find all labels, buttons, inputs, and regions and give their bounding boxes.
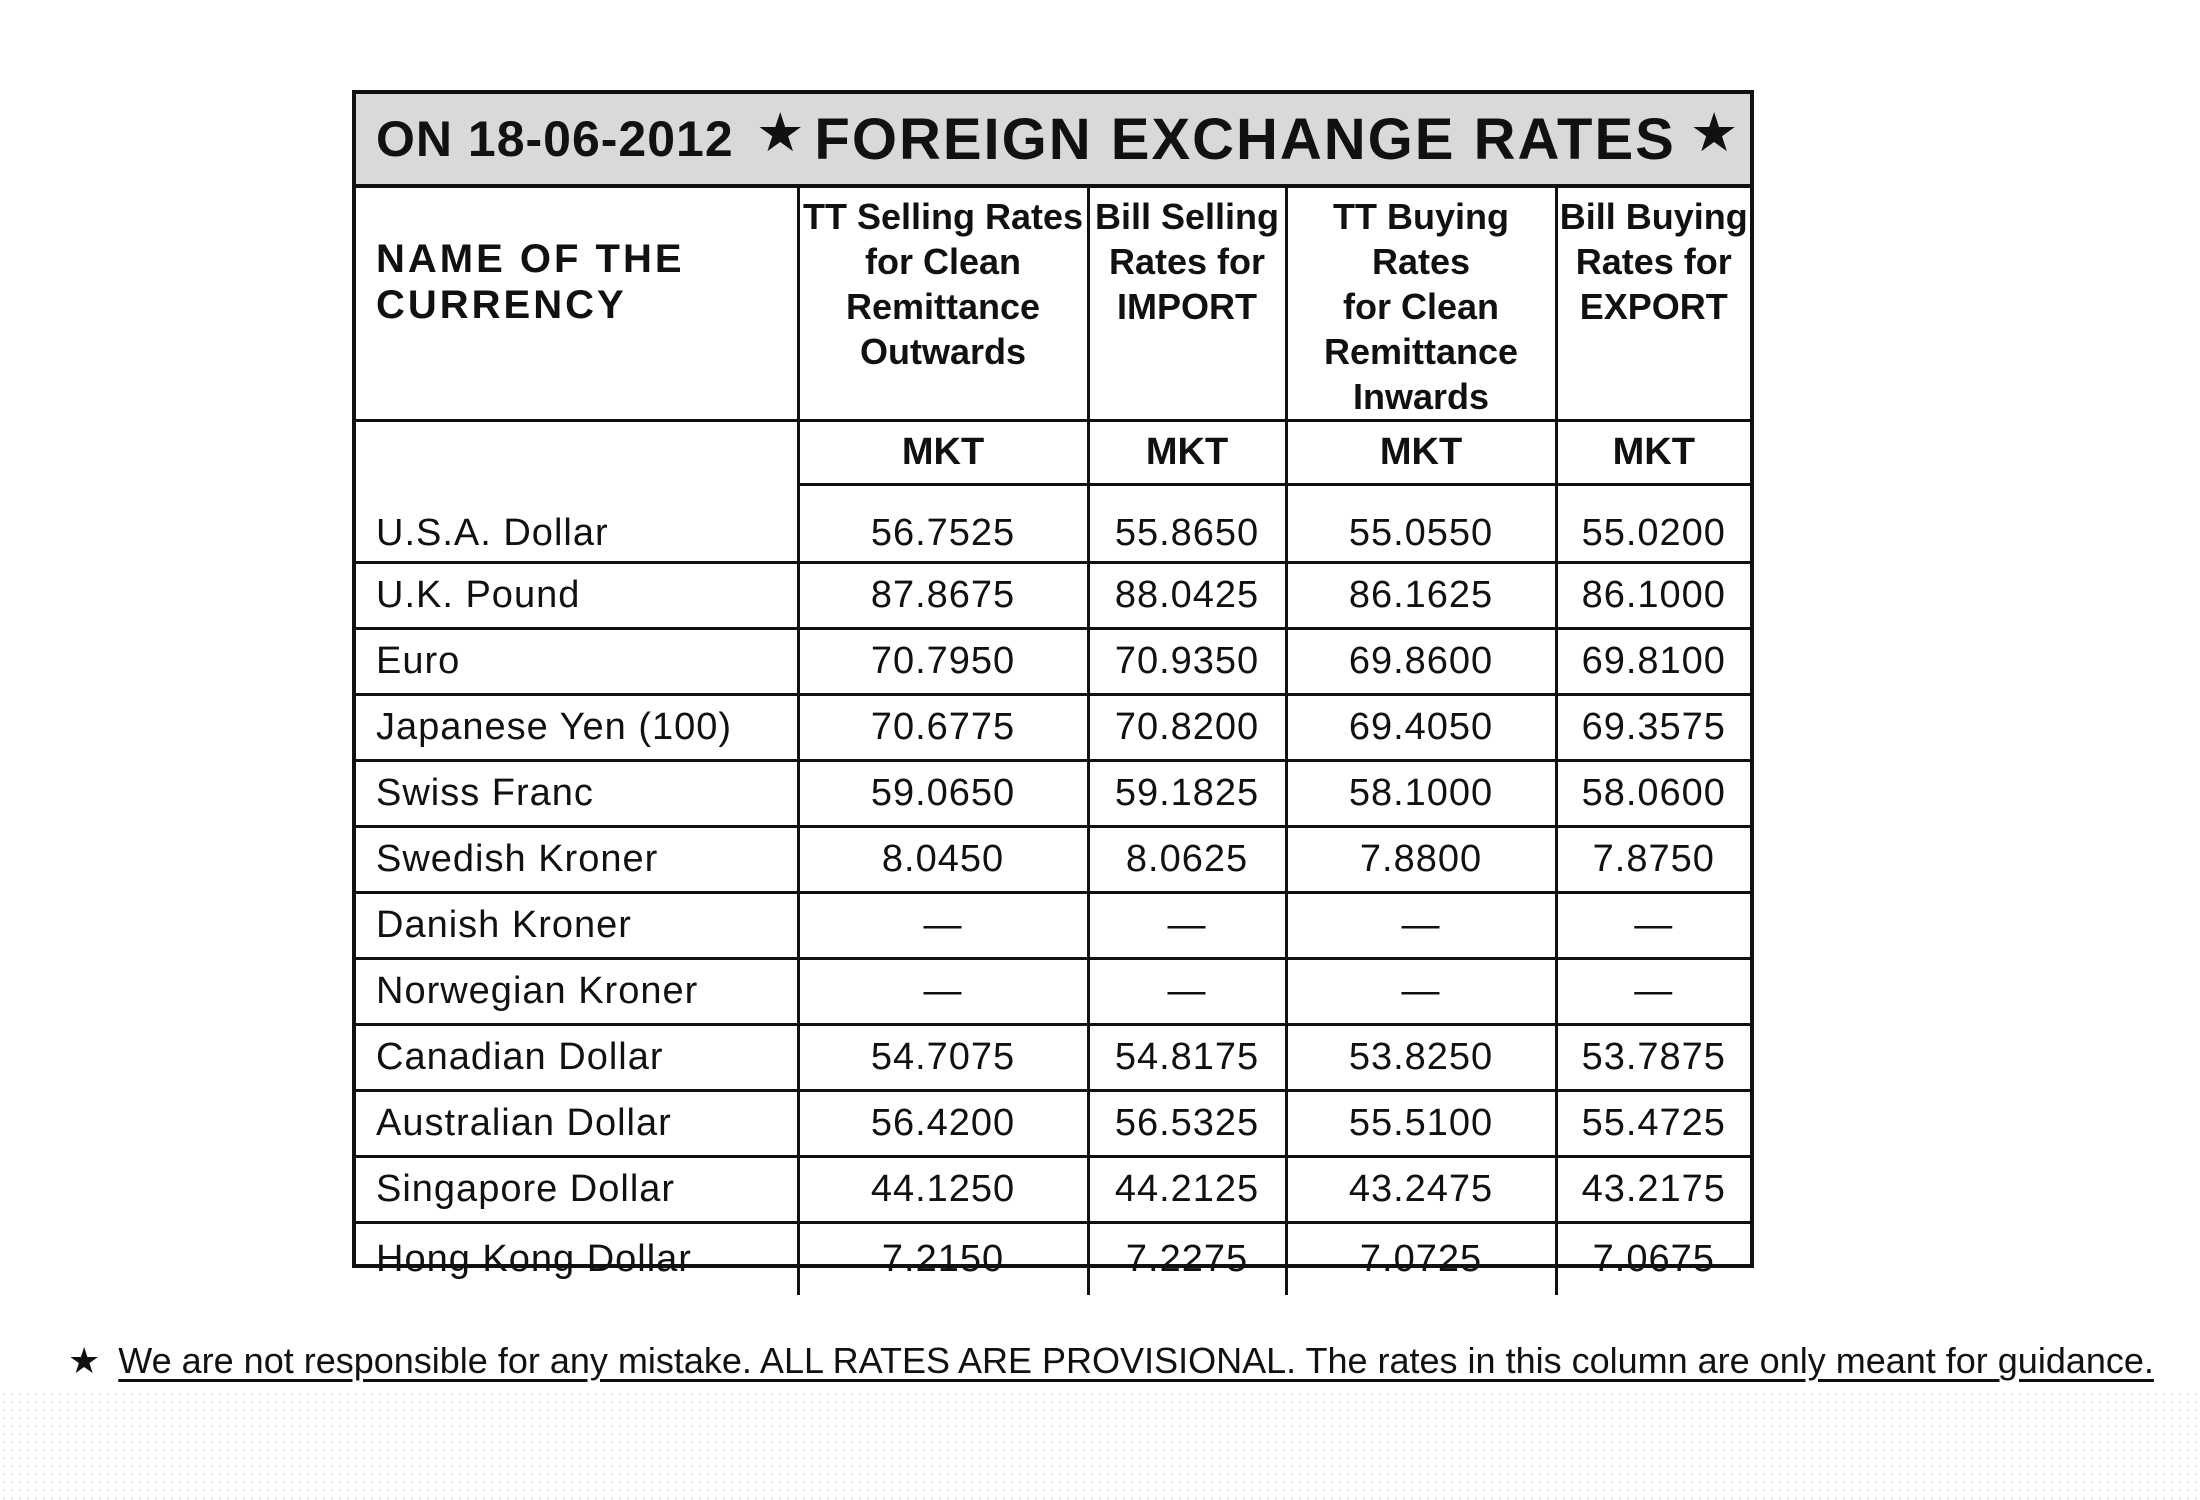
tt-buying-rate-cell: 53.8250 [1286,1025,1556,1091]
exchange-rate-sheet [352,90,1754,1280]
currency-name-cell: U.K. Pound [356,563,798,629]
bill-buying-rate-cell: — [1556,959,1750,1025]
currency-name-cell: Canadian Dollar [356,1025,798,1091]
tt-selling-rate-cell: 59.0650 [798,761,1088,827]
currency-name-cell: Euro [356,629,798,695]
tt-buying-rate-cell: — [1286,893,1556,959]
currency-name-cell: Danish Kroner [356,893,798,959]
tt-buying-rate-cell: 7.8800 [1286,827,1556,893]
tt-buying-rate-cell: — [1286,959,1556,1025]
bill-buying-rate-cell: 53.7875 [1556,1025,1750,1091]
tt-buying-rate-cell: 55.5100 [1286,1091,1556,1157]
table-row [356,761,1750,827]
tt-selling-rate-cell: 7.2150 [798,1223,1088,1295]
tt-selling-rate-cell: — [798,893,1088,959]
page-title [756,103,1741,173]
table-row [356,629,1750,695]
currency-name-cell: Swiss Franc [356,761,798,827]
bill-buying-rate-cell: 55.0200 [1556,485,1750,563]
bill-selling-rate-cell: 44.2125 [1088,1157,1286,1223]
table-row [356,485,1750,563]
tt-selling-column-header: TT Selling Rates for Clean Remittance Outwards [798,188,1088,421]
bill-selling-column-header: Bill Selling Rates for IMPORT [1088,188,1286,421]
tt-selling-rate-cell: 56.7525 [798,485,1088,563]
bill-selling-rate-cell: 56.5325 [1088,1091,1286,1157]
title-heading: FOREIGN EXCHANGE RATES [814,106,1676,172]
tt-buying-column-header: TT Buying Rates for Clean Remittance Inwards [1286,188,1556,421]
bill-selling-rate-cell: 55.8650 [1088,485,1286,563]
tt-selling-rate-cell: 54.7075 [798,1025,1088,1091]
table-row [356,1025,1750,1091]
bill-buying-rate-cell: 55.4725 [1556,1091,1750,1157]
mkt-blank-cell [356,421,798,485]
tt-selling-rate-cell: 70.6775 [798,695,1088,761]
tt-buying-rate-cell: 86.1625 [1286,563,1556,629]
tt-selling-rate-cell: 70.7950 [798,629,1088,695]
table-row [356,959,1750,1025]
tt-buying-rate-cell: 69.8600 [1286,629,1556,695]
star-icon: ★ [68,1340,101,1381]
mkt-label: MKT [1286,421,1556,485]
tt-selling-rate-cell: 56.4200 [798,1091,1088,1157]
table-row [356,563,1750,629]
tt-selling-rate-cell: 44.1250 [798,1157,1088,1223]
tt-buying-rate-cell: 69.4050 [1286,695,1556,761]
bill-buying-rate-cell: 69.3575 [1556,695,1750,761]
mkt-label: MKT [798,421,1088,485]
bill-buying-column-header: Bill Buying Rates for EXPORT [1556,188,1750,421]
disclaimer-text: We are not responsible for any mistake. ALL RATES ARE PROVISIONAL. The rates in this column are only meant for guidance. [118,1340,2154,1381]
star-icon: ★ [1689,103,1741,163]
table-row [356,893,1750,959]
currency-name-cell: U.S.A. Dollar [356,485,798,563]
bill-selling-rate-cell: 59.1825 [1088,761,1286,827]
bill-selling-rate-cell: 7.2275 [1088,1223,1286,1295]
currency-name-cell: Japanese Yen (100) [356,695,798,761]
currency-column-header: NAME OF THE CURRENCY [356,188,798,421]
currency-name-cell: Singapore Dollar [356,1157,798,1223]
bill-selling-rate-cell: 54.8175 [1088,1025,1286,1091]
background-dot-pattern [0,1390,2200,1500]
tt-buying-rate-cell: 43.2475 [1286,1157,1556,1223]
tt-buying-rate-cell: 55.0550 [1286,485,1556,563]
bill-selling-rate-cell: 70.9350 [1088,629,1286,695]
rates-table [356,188,1750,1295]
bill-buying-rate-cell: — [1556,893,1750,959]
mkt-label: MKT [1088,421,1286,485]
title-bar [356,94,1750,188]
bill-buying-rate-cell: 86.1000 [1556,563,1750,629]
table-row [356,1223,1750,1295]
tt-buying-rate-cell: 7.0725 [1286,1223,1556,1295]
table-row [356,827,1750,893]
bill-buying-rate-cell: 58.0600 [1556,761,1750,827]
table-row [356,695,1750,761]
currency-name-cell: Hong Kong Dollar [376,1237,692,1280]
currency-name-cell: Australian Dollar [356,1091,798,1157]
header-row [356,188,1750,421]
currency-name-cell: Swedish Kroner [356,827,798,893]
currency-name-cell: Norwegian Kroner [356,959,798,1025]
rate-date: ON 18-06-2012 [376,111,734,167]
tt-buying-rate-cell: 58.1000 [1286,761,1556,827]
bill-buying-rate-cell: 7.0675 [1556,1223,1750,1295]
bill-selling-rate-cell: 88.0425 [1088,563,1286,629]
bill-selling-rate-cell: 8.0625 [1088,827,1286,893]
table-row [356,1157,1750,1223]
disclaimer-footnote [68,1340,2154,1382]
bill-selling-rate-cell: 70.8200 [1088,695,1286,761]
star-icon: ★ [756,103,807,163]
mkt-label: MKT [1556,421,1750,485]
bill-buying-rate-cell: 69.8100 [1556,629,1750,695]
bill-buying-rate-cell: 43.2175 [1556,1157,1750,1223]
table-row [356,1091,1750,1157]
bill-buying-rate-cell: 7.8750 [1556,827,1750,893]
tt-selling-rate-cell: 87.8675 [798,563,1088,629]
mkt-row [356,421,1750,485]
bill-selling-rate-cell: — [1088,959,1286,1025]
bill-selling-rate-cell: — [1088,893,1286,959]
tt-selling-rate-cell: — [798,959,1088,1025]
tt-selling-rate-cell: 8.0450 [798,827,1088,893]
